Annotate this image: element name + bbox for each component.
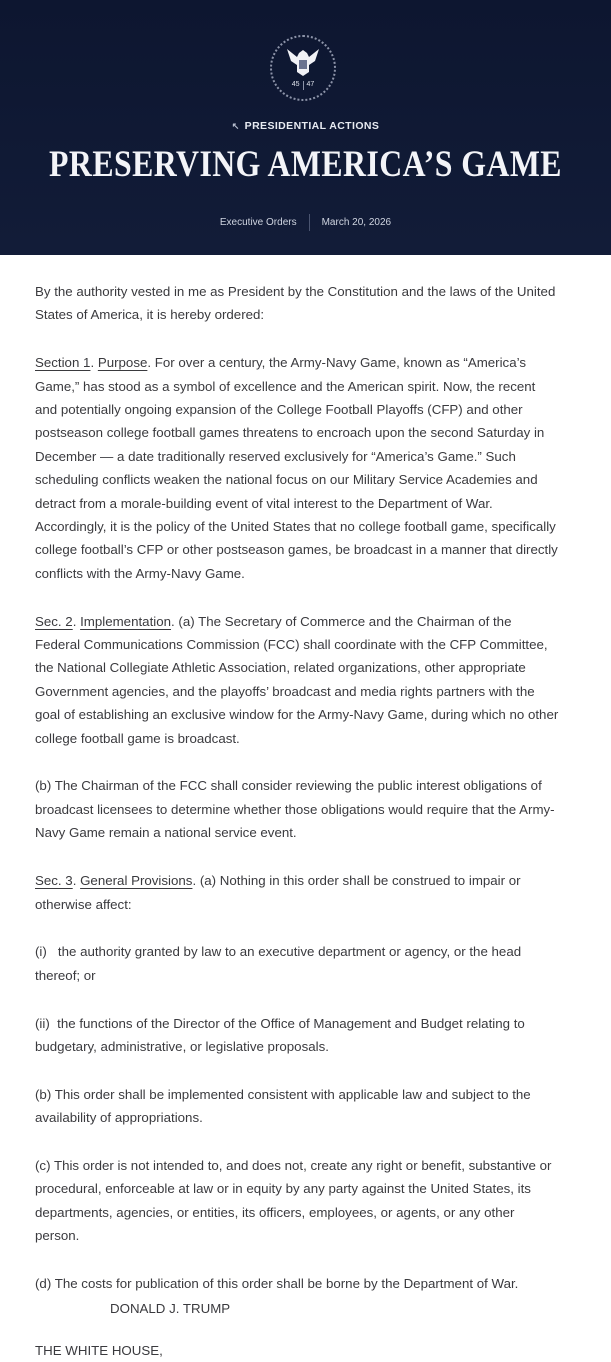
section-title: General Provisions <box>80 873 193 889</box>
presidential-actions-link[interactable] <box>0 120 611 132</box>
closing: THE WHITE HOUSE, <box>35 1342 163 1358</box>
section-label: Sec. 3 <box>35 873 73 889</box>
section-label: Section 1 <box>35 355 91 371</box>
section-3d: (d) The costs for publication of this order shall be borne by the Department of War. <box>35 1275 519 1291</box>
post-meta <box>0 214 611 231</box>
section-text: (a) Nothing in this order shall be construed to impair or otherwise affect: <box>35 873 521 912</box>
kicker-label: PRESIDENTIAL ACTIONS <box>244 120 380 132</box>
section-title: Implementation <box>80 613 172 629</box>
order-body <box>0 255 590 1362</box>
eagle-icon <box>285 45 321 79</box>
page-title: PRESERVING AMERICA’S GAME <box>49 144 562 185</box>
section-3-ii: (ii) the functions of the Director of the Office of Management and Budget relating to budgetary, administrative, or legislative proposals. <box>35 1015 529 1054</box>
section-1: Section 1. Purpose. For over a century, the Army-Navy Game, known as “America’s Game,” has stood as a symbol of excellence and the American spirit. Now, the recent and potentially ongoing expansion of the College Football Playoffs (CFP) and other postseason college football games threatens to encroach upon the second Saturday in December — a date traditionally reserved exclusively for “America’s Game.” Such scheduling conflicts weaken the national focus on our Military Service Academies and detract from a morale-building event of vital interest to the Department of War. Accordingly, it is the policy of the United States that no college football game, specifically college football’s CFP or other postseason games, be broadcast in a manner that directly conflicts with the Army-Navy Game. <box>35 355 558 581</box>
arrow-up-left-icon: ↖ <box>231 121 240 131</box>
seal-numbers <box>272 81 334 90</box>
section-2b: (b) The Chairman of the FCC shall consider reviewing the public interest obligations of broadcast licensees to determine whether those obligations would require that the Army-Navy Game remain a national service event. <box>35 778 555 841</box>
section-text: For over a century, the Army-Navy Game, known as “America’s Game,” has stood as a symbol of excellence and the American spirit. Now, the recent and potentially ongoing expansion of the College Football Playoffs (CFP) and other postseason college football games threatens to encroach upon the second Saturday in December — a date traditionally reserved exclusively for “America’s Game.” Such scheduling conflicts weaken the national focus on our Military Service Academies and detract from a morale-building event of vital interest to the Department of War. Accordingly, it is the policy of the United States that no college football game, specifically college football’s CFP or other postseason games, be broadcast in a manner that directly conflicts with the Army-Navy Game. <box>35 355 558 581</box>
section-3b: (b) This order shall be implemented consistent with applicable law and subject to the availability of appropriations. <box>35 1086 531 1126</box>
section-3: Sec. 3. General Provisions. (a) Nothing in this order shall be construed to impair or otherwise affect: <box>35 873 521 912</box>
presidential-seal-logo[interactable] <box>270 35 336 101</box>
seal-number: 45 <box>291 81 300 88</box>
section-3-i: (i) the authority granted by law to an executive department or agency, or the head thereof; or <box>35 944 525 983</box>
section-2: Sec. 2. Implementation. (a) The Secretary of Commerce and the Chairman of the Federal Communications Commission (FCC) shall coordinate with the CFP Committee, the National Collegiate Athletic Association, related organizations, other appropriate Government agencies, and the playoffs’ broadcast and media rights partners with the goal of establishing an exclusive window for the Army-Navy Game, during which no other college football game is broadcast. <box>35 613 559 746</box>
section-label: Sec. 2 <box>35 613 73 629</box>
seal-number: 47 <box>306 81 315 88</box>
divider <box>309 214 310 231</box>
category-link[interactable]: Executive Orders <box>219 217 297 228</box>
section-text: (a) The Secretary of Commerce and the Chairman of the Federal Communications Commission (FCC) shall coordinate with the CFP Committee, the National Collegiate Athletic Association, related organizations, other appropriate Government agencies, and the playoffs’ broadcast and media rights partners with the goal of establishing an exclusive window for the Army-Navy Game, during which no other college football game is broadcast. <box>35 613 559 746</box>
section-3c: (c) This order is not intended to, and does not, create any right or benefit, substantive or procedural, enforceable at law or in equity by any party against the United States, its departments, agencies, or entities, its officers, employees, or agents, or any other person. <box>35 1157 552 1244</box>
section-title: Purpose <box>97 355 148 371</box>
page-header <box>0 0 611 255</box>
preamble: By the authority vested in me as President by the Constitution and the laws of the United States of America, it is hereby ordered: <box>35 284 556 323</box>
post-date: March 20, 2026 <box>321 217 392 228</box>
signature: DONALD J. TRUMP <box>110 1301 231 1317</box>
